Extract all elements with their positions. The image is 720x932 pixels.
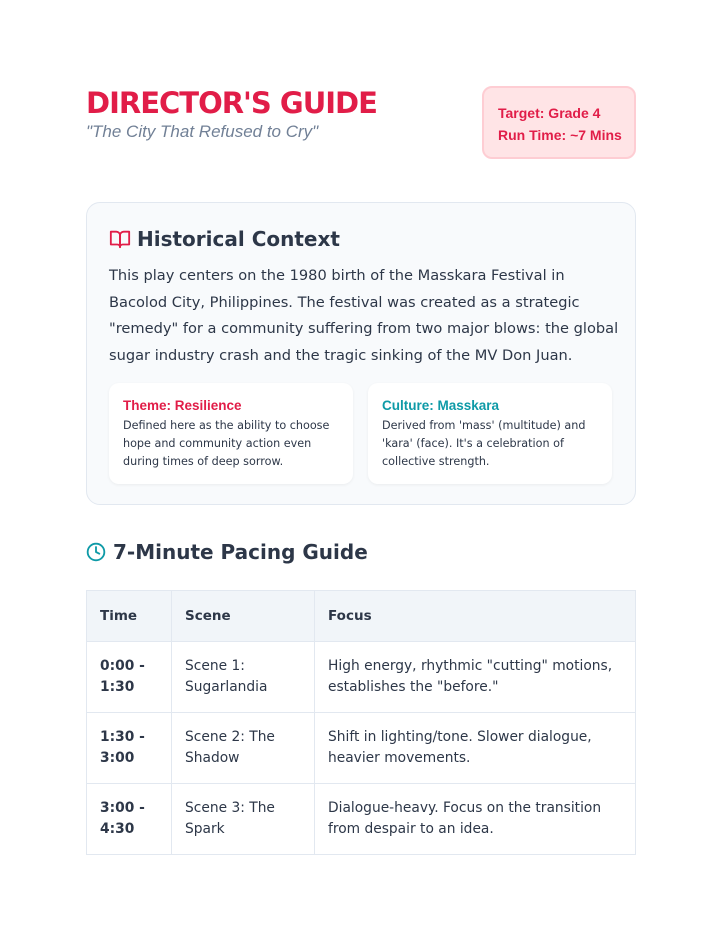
theme-card <box>109 383 353 484</box>
theme-card-title: Theme: Resilience <box>123 398 242 413</box>
theme-card-text: Defined here as the ability to choose hope and community action even during times of deep sorrow. <box>123 419 330 468</box>
column-header-scene: Scene <box>172 591 315 642</box>
clock-icon <box>86 542 106 562</box>
run-time-label: Run Time: ~7 Mins <box>498 127 622 143</box>
info-badge <box>482 86 636 159</box>
table-row <box>87 642 636 713</box>
culture-card-title: Culture: Masskara <box>382 398 500 413</box>
focus-cell: Shift in lighting/tone. Slower dialogue, heavier movements. <box>315 713 636 784</box>
culture-card <box>368 383 612 484</box>
table-header-row <box>87 591 636 642</box>
scene-cell: Scene 1: Sugarlandia <box>172 642 315 713</box>
table-row <box>87 713 636 784</box>
focus-cell: Dialogue-heavy. Focus on the transition from despair to an idea. <box>315 784 636 855</box>
pacing-guide-title: 7-Minute Pacing Guide <box>113 540 368 564</box>
scene-cell: Scene 3: The Spark <box>172 784 315 855</box>
page-header <box>86 86 636 160</box>
culture-card-text: Derived from 'mass' (multitude) and 'kara' (face). It's a celebration of collective strength. <box>382 419 586 468</box>
page-title: DIRECTOR'S GUIDE <box>86 86 377 120</box>
target-label: Target: Grade 4 <box>498 105 601 121</box>
book-open-icon <box>109 228 131 250</box>
pacing-guide-heading <box>86 540 368 564</box>
table-row <box>87 784 636 855</box>
historical-context-body: This play centers on the 1980 birth of the Masskara Festival in Bacolod City, Philippines. The festival was created as a strategic "remedy" for a community suffering from two major blows: the global sugar industry crash and the tragic sinking of the MV Don Juan. <box>109 267 619 364</box>
time-cell: 1:30 - 3:00 <box>87 713 172 784</box>
column-header-focus: Focus <box>315 591 636 642</box>
focus-cell: High energy, rhythmic "cutting" motions, establishes the "before." <box>315 642 636 713</box>
time-cell: 3:00 - 4:30 <box>87 784 172 855</box>
pacing-table <box>86 590 636 855</box>
time-cell: 0:00 - 1:30 <box>87 642 172 713</box>
historical-context-heading <box>109 227 340 251</box>
column-header-time: Time <box>87 591 172 642</box>
historical-context-panel <box>86 202 636 505</box>
page-subtitle: "The City That Refused to Cry" <box>86 122 319 141</box>
scene-cell: Scene 2: The Shadow <box>172 713 315 784</box>
historical-context-title: Historical Context <box>137 227 340 251</box>
